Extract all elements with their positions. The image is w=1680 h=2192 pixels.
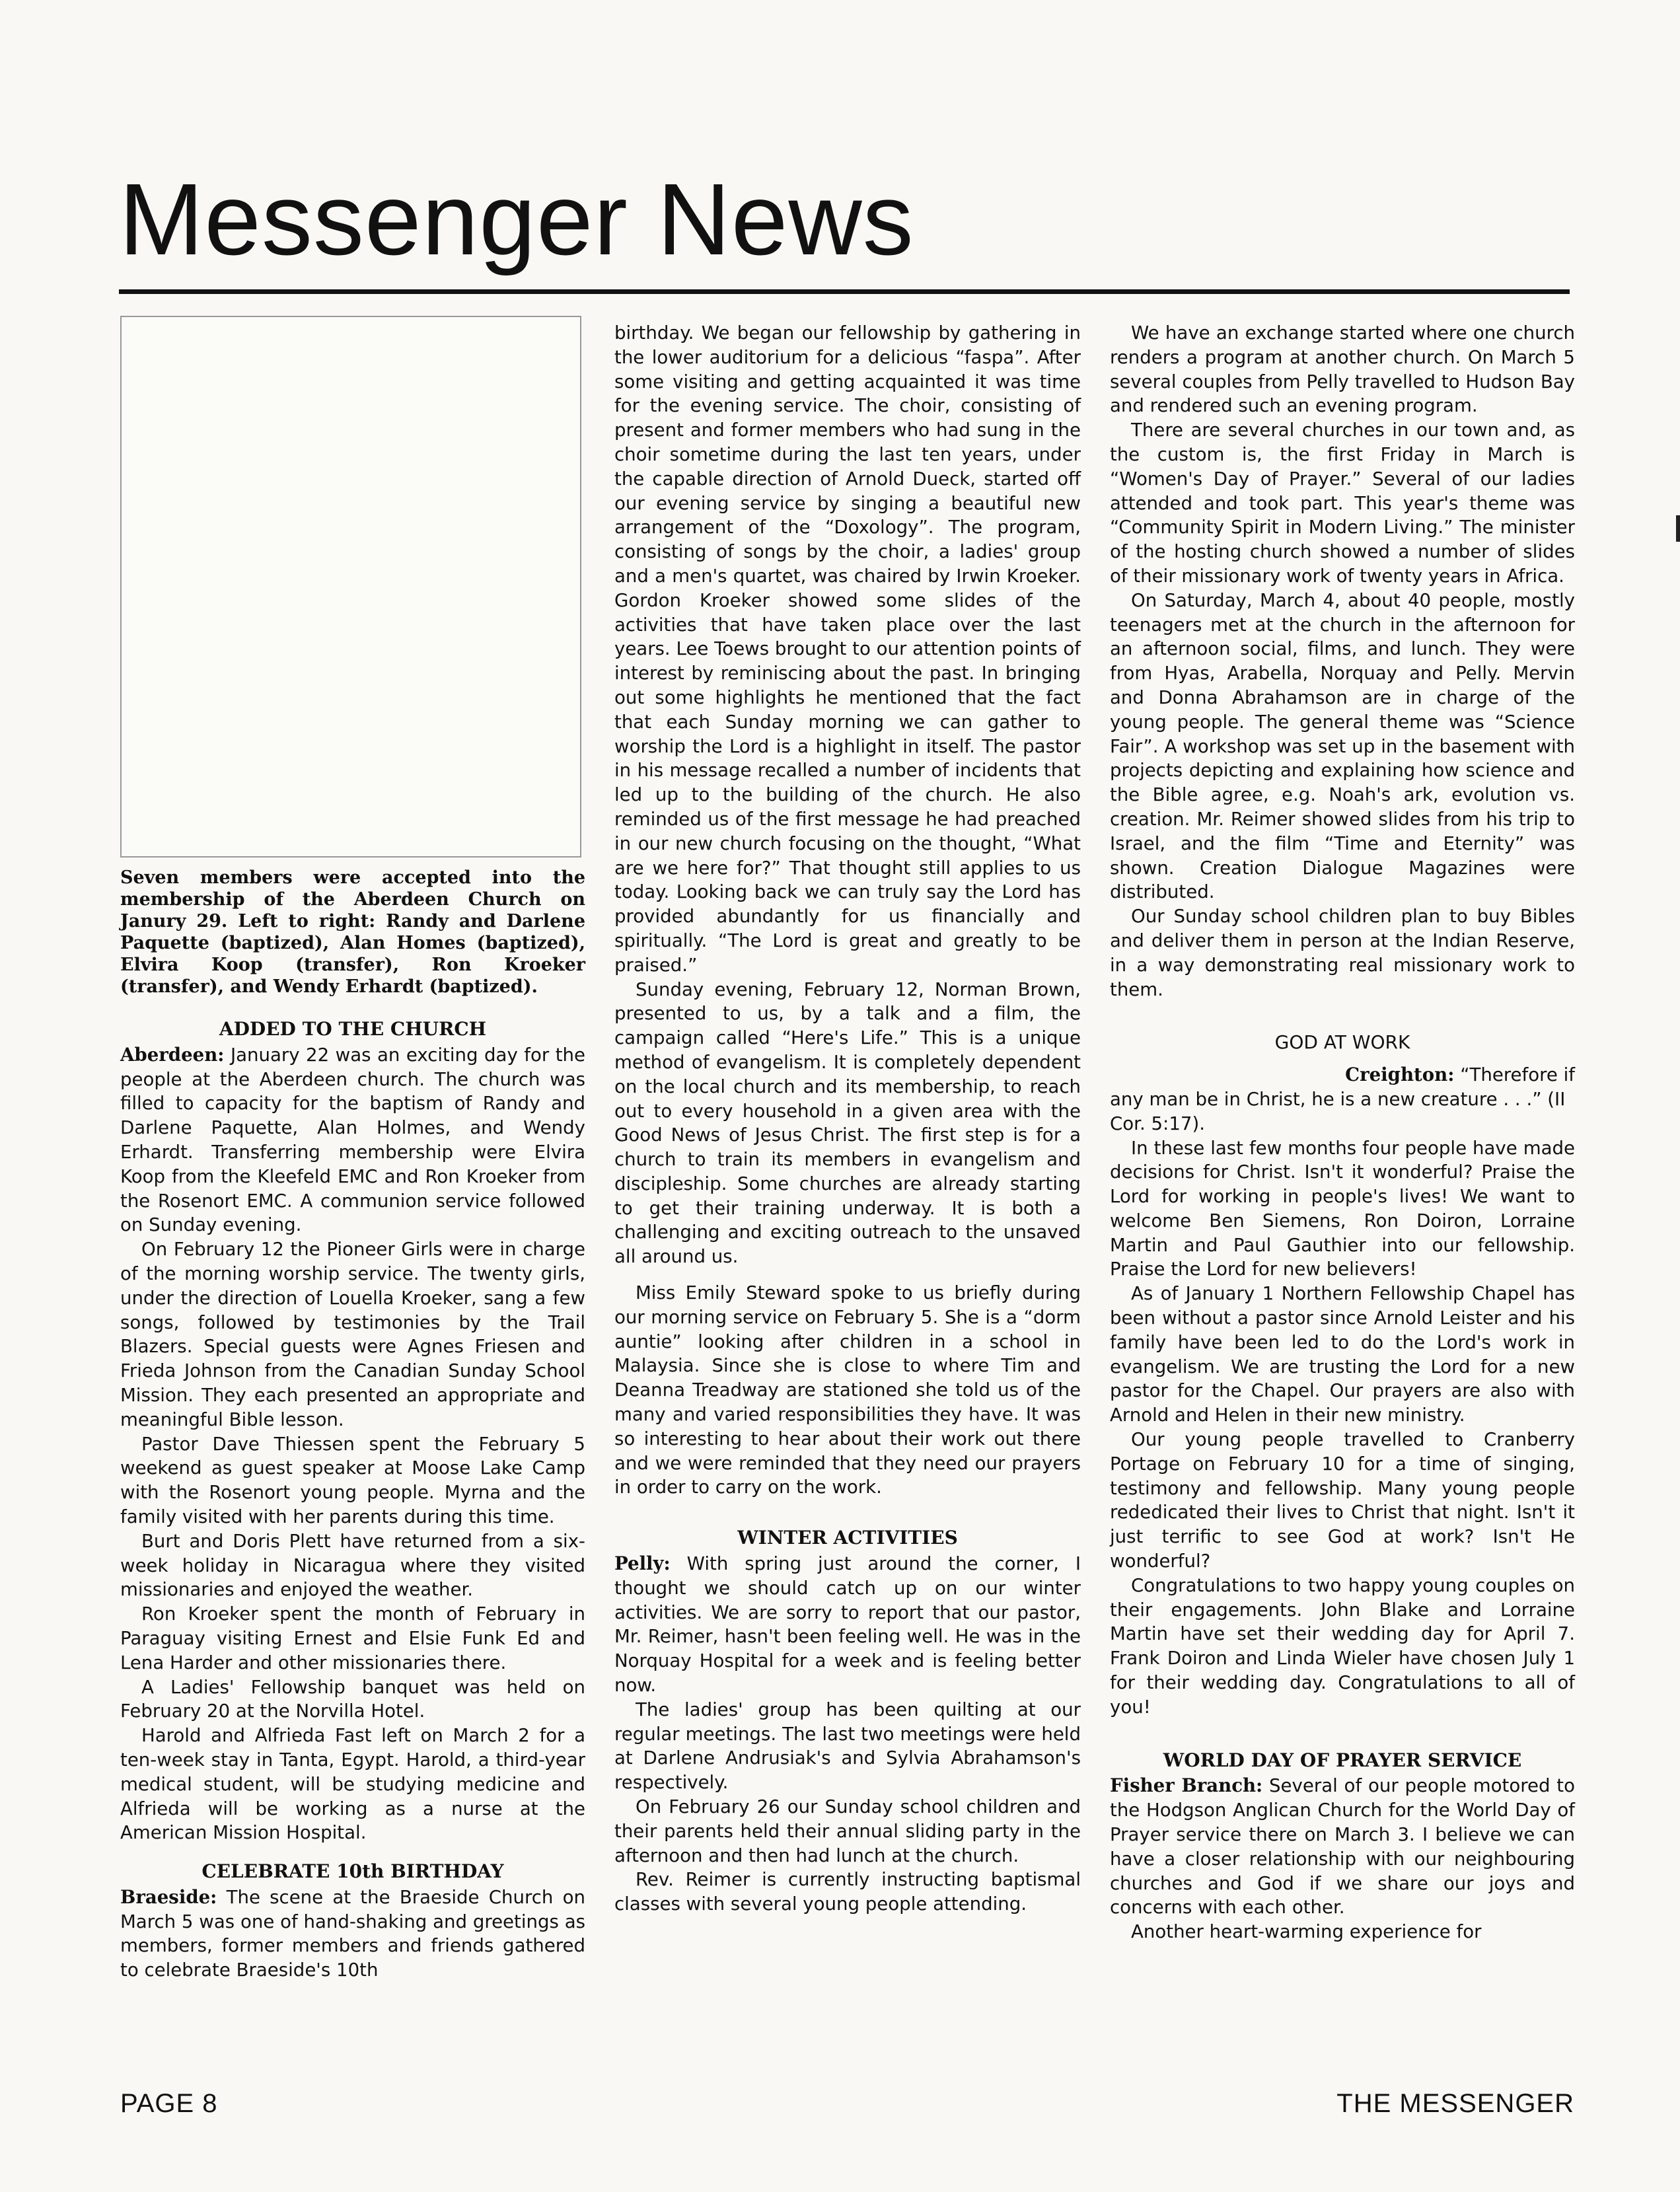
article-paragraph: Pastor Dave Thiessen spent the February 5 weekend as guest speaker at Moose Lake Camp with the Rosenort young people. Myrna and the family visited with her parents during this time. (120, 1432, 585, 1527)
place-aberdeen: Aberdeen: (120, 1043, 225, 1066)
article-paragraph: Burt and Doris Plett have returned from a six-week holiday in Nicaragua where they visited missionaries and enjoyed the weather. (120, 1529, 585, 1601)
place-creighton: Creighton: (1345, 1064, 1455, 1086)
article-paragraph (120, 1043, 585, 1237)
article-paragraph: A Ladies' Fellowship banquet was held on February 20 at the Norvilla Hotel. (120, 1675, 585, 1722)
heading-god-at-work: GOD AT WORK (1274, 1031, 1410, 1054)
article-paragraph: Rev. Reimer is currently instructing baptismal classes with several young people attending. (614, 1868, 1081, 1915)
article-paragraph: On February 26 our Sunday school children and their parents held their annual sliding party in the afternoon and then had lunch at the church. (614, 1796, 1081, 1866)
masthead-rule (119, 289, 1570, 294)
article-paragraph: The ladies' group has been quilting at our regular meetings. The last two meetings were held at Darlene Andrusiak's and Sylvia Abrahamson's respectively. (614, 1698, 1081, 1794)
article-paragraph (614, 1552, 1081, 1698)
article-paragraph: In these last few months four people have made decisions for Christ. Isn't it wonderful? Praise the Lord for working in people's lives! We want to welcome Ben Siemens, Ron Doiron, Lorraine Martin and Paul Gauthier into our fellowship. Praise the Lord for new believers! (1110, 1136, 1575, 1280)
photo-caption: Seven members were accepted into the membership of the Aberdeen Church on Janury 29. Left to right: Randy and Darlene Paquette (baptized), Alan Homes (baptized), Elvira Koop (transfer), Ron Kroeker (transfer), and Wendy Erhardt (baptized). (120, 867, 585, 997)
column-2 (614, 321, 1081, 1917)
article-paragraph: Another heart-warming experience for (1131, 1920, 1482, 1943)
article-paragraph: Sunday evening, February 12, Norman Brown, presented to us, by a talk and a film, the campaign called “Here's Life.” This is a unique method of evangelism. It is completely dependent on the local church and its membership, to reach out to every household in a given area with the Good News of Jesus Christ. The first step is for a church to train its members in evangelism and discipleship. Some churches are already starting to get their training underway. It is both a challenging and exciting outreach to the unsaved all around us. (614, 978, 1081, 1268)
article-paragraph-continued: birthday. We began our fellowship by gathering in the lower auditorium for a delicious “faspa”. After some visiting and getting acquainted it was time for the evening service. The choir, consisting of present and former members who had sung in the choir sometime during the last ten years, under the capable direction of Arnold Dueck, started off our evening service by singing a beautiful new arrangement of the “Doxology”. The program, consisting of songs by the choir, a ladies' group and a men's quartet, was chaired by Irwin Kroeker. Gordon Kroeker showed some slides of the activities that have taken place over the last years. Lee Toews brought to our attention points of interest by reminiscing about the past. In bringing out some highlights he mentioned that the fact that each Sunday morning we can gather to worship the Lord is a highlight in itself. The pastor in his message recalled a number of incidents that led up to the building of the church. He also reminded us of the first message he had preached in our new church focusing on the thought, “What are we here for?” That thought still applies to us today. Looking back we can truly say the Lord has provided abundantly for us financially and spiritually. “The Lord is great and greatly to be praised.” (614, 322, 1081, 976)
masthead-title: Messenger News (119, 163, 914, 276)
photo-placeholder (120, 316, 581, 858)
article-paragraph: On Saturday, March 4, about 40 people, mostly teenagers met at the church in the afternoon for an afternoon social, films, and lunch. They were from Hyas, Arabella, Norquay and Pelly. Mervin and Donna Abrahamson are in charge of the young people. The general theme was “Science Fair”. A workshop was set up in the basement with projects depicting and explaining how science and the Bible agree, e.g. Noah's ark, evolution vs. creation. Mr. Reimer showed slides from his trip to Israel, and the film “Time and Eternity” was shown. Creation Dialogue Magazines were distributed. (1110, 589, 1575, 903)
heading-winter-activities: WINTER ACTIVITIES (737, 1527, 958, 1549)
quote-text: “Therefore if (1460, 1064, 1575, 1086)
paragraph-text: Several of our people motored to the Hodgson Anglican Church for the World Day of Prayer service there on March 3. I believe we can have a closer relationship with our neighbouring churches and God if we share our joys and concerns with each other. (1110, 1774, 1575, 1918)
article-paragraph: Our young people travelled to Cranberry Portage on February 10 for a time of singing, testimony and fellowship. Many young people rededicated their lives to Christ that night. Isn't it just terrific to see God at work? Isn't He wonderful? (1110, 1428, 1575, 1572)
article-paragraph: Harold and Alfrieda Fast left on March 2 for a ten-week stay in Tanta, Egypt. Harold, a third-year medical student, will be studying medicine and Alfrieda will be working as a nurse at the American Mission Hospital. (120, 1724, 585, 1844)
article-paragraph: We have an exchange started where one church renders a program at another church. On March 5 several couples from Pelly travelled to Hudson Bay and rendered such an evening program. (1110, 322, 1575, 417)
article-paragraph: As of January 1 Northern Fellowship Chapel has been without a pastor since Arnold Leister and his family have been led to do the Lord's work in evangelism. We are trusting the Lord for a new pastor for the Chapel. Our prayers are also with Arnold and Helen in their new ministry. (1110, 1282, 1575, 1426)
heading-world-day-of-prayer: WORLD DAY OF PRAYER SERVICE (1163, 1749, 1522, 1771)
scripture-quote-start (1110, 1063, 1575, 1087)
article-paragraph (1110, 1774, 1575, 1920)
article-paragraph: Miss Emily Steward spoke to us briefly during our morning service on February 5. She is a “dorm auntie” looking after children in a school in Malaysia. Since she is close to where Tim and Deanna Treadway are stationed she told us of the many and varied responsibilities they have. It was so interesting to hear about their work out there and we were reminded that they need our prayers in order to carry on the work. (614, 1282, 1081, 1498)
article-paragraph: Ron Kroeker spent the month of February in Paraguay visiting Ernest and Elsie Funk Ed and Lena Harder and other missionaries there. (120, 1603, 585, 1673)
place-fisher-branch: Fisher Branch: (1110, 1774, 1263, 1797)
column-3 (1110, 321, 1575, 1944)
place-pelly: Pelly: (614, 1553, 671, 1575)
paragraph-text: With spring just around the corner, I thought we should catch up on our winter activities. We are sorry to report that our pastor, Mr. Reimer, hasn't been feeling well. He was in the Norquay Hospital for a week and is feeling better now. (614, 1553, 1081, 1697)
article-paragraph (120, 1885, 585, 1983)
article-paragraph: Congratulations to two happy young couples on their engagements. John Blake and Lorraine Martin have set their wedding day for April 7. Frank Doiron and Linda Wieler have chosen July 1 for their wedding day. Congratulations to all of you! (1110, 1574, 1575, 1718)
article-paragraph: Our Sunday school children plan to buy Bibles and deliver them in person at the Indian Reserve, in a way demonstrating real missionary work to them. (1110, 905, 1575, 1000)
publication-name: THE MESSENGER (1336, 2089, 1574, 2118)
column-1 (120, 316, 585, 1983)
page-number: PAGE 8 (120, 2089, 218, 2118)
scripture-quote-end: any man be in Christ, he is a new creature . . .” (II Cor. 5:17). (1110, 1087, 1566, 1134)
paragraph-text: January 22 was an exciting day for the people at the Aberdeen church. The church was filled to capacity for the baptism of Randy and Darlene Paquette, Alan Holmes, and Wendy Erhardt. Transferring membership were Elvira Koop from the Kleefeld EMC and Ron Kroeker from the Rosenort EMC. A communion service followed on Sunday evening. (120, 1043, 585, 1236)
scan-edge-mark (1676, 515, 1680, 542)
paragraph-text-start: The scene at the Braeside Church on March 5 was one of hand-shaking and greetings as members, former members and friends gathered to celebrate Braeside's 10th (120, 1885, 585, 1981)
heading-added-to-church: ADDED TO THE CHURCH (219, 1018, 487, 1040)
article-paragraph: On February 12 the Pioneer Girls were in charge of the morning worship service. The twenty girls, under the direction of Louella Kroeker, sang a few songs, followed by testimonies by the Trail Blazers. Special guests were Agnes Friesen and Frieda Johnson from the Canadian Sunday School Mission. They each presented an appropriate and meaningful Bible lesson. (120, 1238, 585, 1430)
place-braeside: Braeside: (120, 1885, 217, 1908)
heading-celebrate-birthday: CELEBRATE 10th BIRTHDAY (201, 1860, 504, 1883)
article-paragraph: There are several churches in our town and, as the custom is, the first Friday in March is “Women's Day of Prayer.” Several of our ladies attended and took part. This year's theme was “Community Spirit in Modern Living.” The minister of the hosting church showed a number of slides of their missionary work of twenty years in Africa. (1110, 419, 1575, 587)
